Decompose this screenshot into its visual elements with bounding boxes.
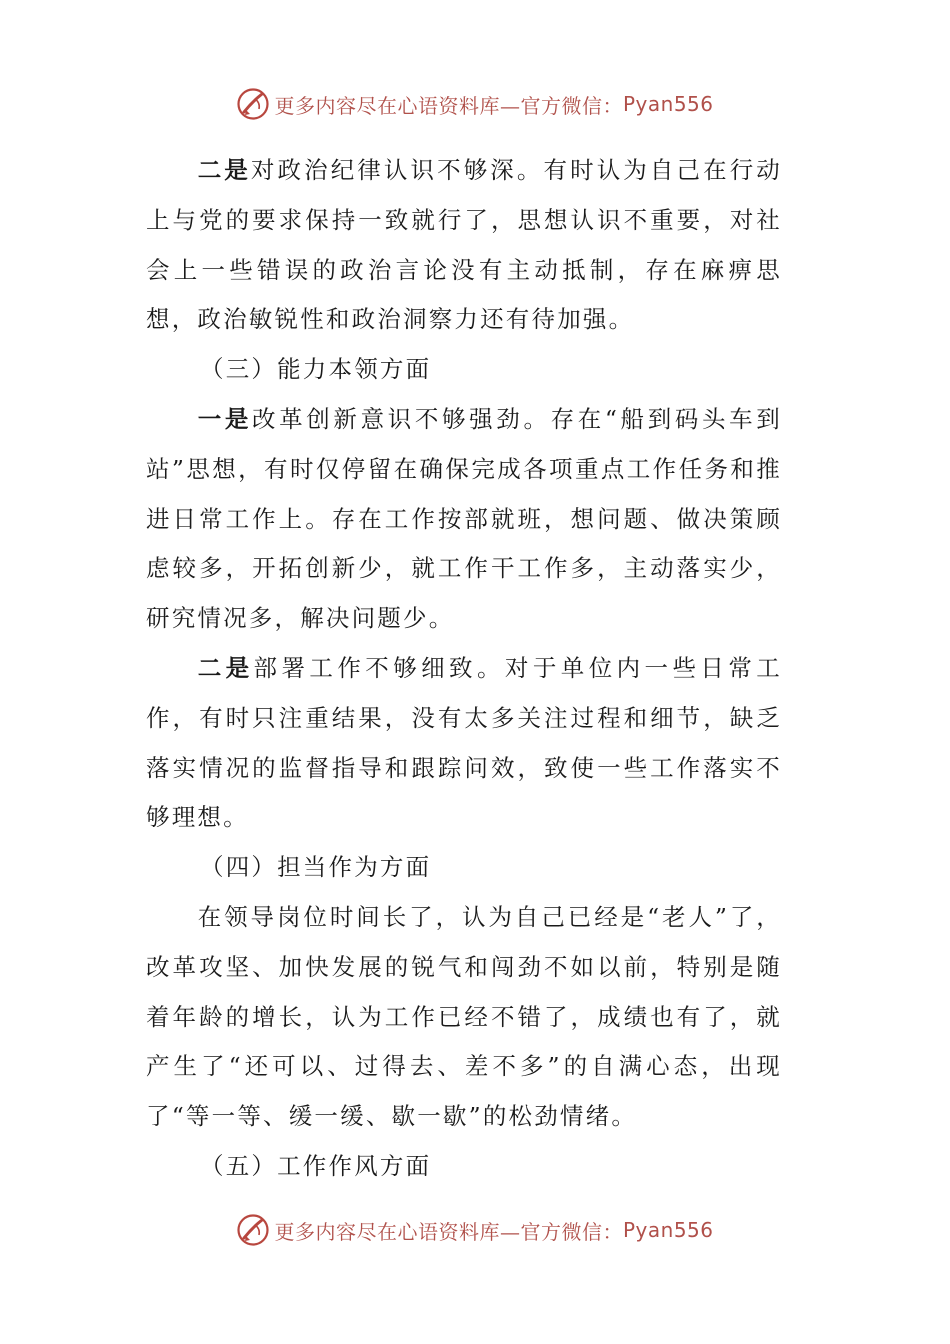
paragraph-innovation (146, 395, 782, 644)
section-heading-ability: （三）能力本领方面 (200, 355, 432, 384)
section-heading-work-style: （五）工作作风方面 (200, 1151, 432, 1180)
paragraph-lead: 一是 (197, 404, 252, 433)
watermark-text: 更多内容尽在心语资料库—官方微信： (274, 1219, 623, 1244)
paragraph-text: 在领导岗位时间长了，认为自己已经是“老人”了，改革攻坚、加快发展的锐气和闯劲不如以前，特别是随着年龄的增长，认为工作已经不错了，成绩也有了，就产生了“还可以、过得去、差不多”的自满心态，出现了“等一等、缓一缓、歇一歇”的松劲情绪。 (146, 902, 782, 1131)
paragraph-text: 改革创新意识不够强劲。存在“船到码头车到站”思想，有时仅停留在确保完成各项重点工作任务和推进日常工作上。存在工作按部就班，想问题、做决策顾虑较多，开拓创新少，就工作干工作多，主动落实少，研究情况多，解决问题少。 (146, 404, 782, 633)
document-body (146, 146, 782, 1192)
watermark-footer (0, 1210, 950, 1250)
watermark-text: 更多内容尽在心语资料库—官方微信： (274, 93, 623, 118)
paragraph-text: 部署工作不够细致。对于单位内一些日常工作，有时只注重结果，没有太多关注过程和细节，缺乏落实情况的监督指导和跟踪问效，致使一些工作落实不够理想。 (146, 653, 782, 832)
paragraph-deployment (146, 644, 782, 843)
section-heading-responsibility: （四）担当作为方面 (200, 853, 432, 882)
watermark-wechat-id: Pyan556 (622, 1218, 714, 1242)
watermark-header (0, 84, 950, 124)
paragraph-text: 对政治纪律认识不够深。有时认为自己在行动上与党的要求保持一致就行了，思想认识不重要，对社会上一些错误的政治言论没有主动抵制，存在麻痹思想，政治敏锐性和政治洞察力还有待加强。 (146, 156, 782, 334)
pen-logo-icon (236, 1213, 270, 1247)
paragraph-lead: 二是 (197, 653, 254, 682)
paragraph-political-discipline (146, 146, 782, 345)
paragraph-complacency (146, 893, 782, 1142)
pen-logo-icon (236, 87, 270, 121)
watermark-wechat-id: Pyan556 (622, 92, 714, 116)
paragraph-lead: 二是 (197, 156, 251, 184)
